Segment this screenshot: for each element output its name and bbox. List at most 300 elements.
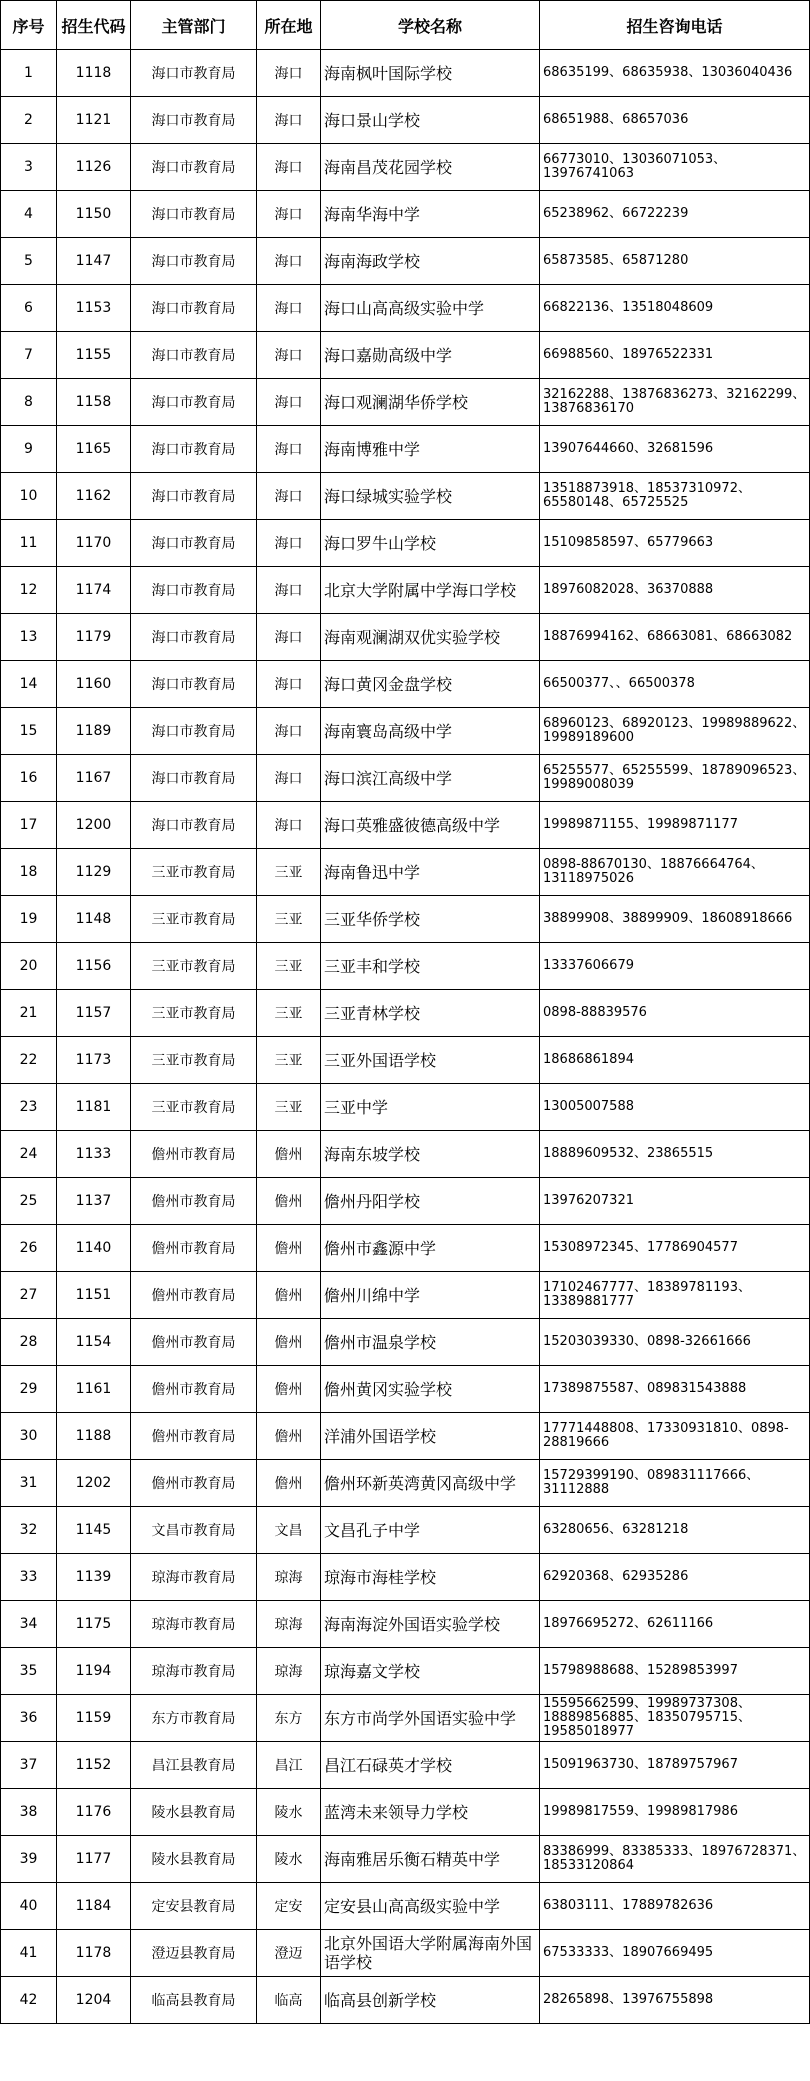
cell-school-name: 海口罗牛山学校 [321, 520, 540, 567]
cell-index: 23 [1, 1084, 57, 1131]
table-row [1, 1648, 810, 1695]
cell-code: 1148 [57, 896, 131, 943]
cell-school-name: 琼海市海桂学校 [321, 1554, 540, 1601]
cell-index: 9 [1, 426, 57, 473]
cell-index: 7 [1, 332, 57, 379]
cell-code: 1181 [57, 1084, 131, 1131]
cell-code: 1162 [57, 473, 131, 520]
cell-index: 26 [1, 1225, 57, 1272]
cell-phone: 68635199、68635938、13036040436 [540, 50, 810, 97]
table-row [1, 1601, 810, 1648]
cell-phone: 18876994162、68663081、68663082 [540, 614, 810, 661]
cell-school-name: 定安县山高高级实验中学 [321, 1883, 540, 1930]
cell-department: 三亚市教育局 [131, 849, 257, 896]
cell-department: 临高县教育局 [131, 1977, 257, 2024]
cell-phone: 68651988、68657036 [540, 97, 810, 144]
cell-code: 1118 [57, 50, 131, 97]
cell-school-name: 海口景山学校 [321, 97, 540, 144]
cell-code: 1194 [57, 1648, 131, 1695]
table-row [1, 1366, 810, 1413]
cell-location: 海口 [257, 614, 321, 661]
header-school-name: 学校名称 [321, 1, 540, 50]
cell-department: 定安县教育局 [131, 1883, 257, 1930]
cell-department: 昌江县教育局 [131, 1742, 257, 1789]
cell-code: 1176 [57, 1789, 131, 1836]
cell-department: 儋州市教育局 [131, 1460, 257, 1507]
cell-location: 三亚 [257, 943, 321, 990]
cell-location: 三亚 [257, 849, 321, 896]
table-row [1, 50, 810, 97]
cell-code: 1179 [57, 614, 131, 661]
table-row [1, 1507, 810, 1554]
table-row [1, 285, 810, 332]
cell-location: 海口 [257, 661, 321, 708]
cell-location: 文昌 [257, 1507, 321, 1554]
cell-school-name: 儋州环新英湾黄冈高级中学 [321, 1460, 540, 1507]
cell-phone: 19989817559、19989817986 [540, 1789, 810, 1836]
cell-location: 海口 [257, 50, 321, 97]
table-row [1, 849, 810, 896]
cell-index: 21 [1, 990, 57, 1037]
table-row [1, 1695, 810, 1742]
cell-location: 澄迈 [257, 1930, 321, 1977]
cell-index: 15 [1, 708, 57, 755]
cell-phone: 18889609532、23865515 [540, 1131, 810, 1178]
cell-code: 1151 [57, 1272, 131, 1319]
cell-code: 1126 [57, 144, 131, 191]
cell-department: 儋州市教育局 [131, 1131, 257, 1178]
cell-department: 儋州市教育局 [131, 1272, 257, 1319]
cell-department: 海口市教育局 [131, 755, 257, 802]
table-row [1, 1225, 810, 1272]
cell-department: 海口市教育局 [131, 285, 257, 332]
cell-code: 1121 [57, 97, 131, 144]
cell-school-name: 蓝湾未来领导力学校 [321, 1789, 540, 1836]
cell-school-name: 儋州市鑫源中学 [321, 1225, 540, 1272]
cell-code: 1147 [57, 238, 131, 285]
cell-code: 1129 [57, 849, 131, 896]
cell-index: 28 [1, 1319, 57, 1366]
cell-department: 陵水县教育局 [131, 1836, 257, 1883]
cell-school-name: 海南东坡学校 [321, 1131, 540, 1178]
table-row [1, 1037, 810, 1084]
cell-phone: 13907644660、32681596 [540, 426, 810, 473]
cell-school-name: 海口黄冈金盘学校 [321, 661, 540, 708]
cell-department: 海口市教育局 [131, 426, 257, 473]
cell-phone: 28265898、13976755898 [540, 1977, 810, 2024]
cell-code: 1137 [57, 1178, 131, 1225]
cell-phone: 15308972345、17786904577 [540, 1225, 810, 1272]
cell-department: 琼海市教育局 [131, 1554, 257, 1601]
cell-location: 海口 [257, 97, 321, 144]
cell-school-name: 东方市尚学外国语实验中学 [321, 1695, 540, 1742]
cell-department: 海口市教育局 [131, 661, 257, 708]
cell-index: 16 [1, 755, 57, 802]
cell-location: 儋州 [257, 1225, 321, 1272]
cell-phone: 32162288、13876836273、32162299、13876836170 [540, 379, 810, 426]
cell-phone: 0898-88670130、18876664764、13118975026 [540, 849, 810, 896]
table-row [1, 379, 810, 426]
cell-code: 1170 [57, 520, 131, 567]
cell-code: 1174 [57, 567, 131, 614]
cell-department: 三亚市教育局 [131, 943, 257, 990]
cell-location: 海口 [257, 191, 321, 238]
cell-department: 海口市教育局 [131, 97, 257, 144]
cell-location: 临高 [257, 1977, 321, 2024]
cell-index: 27 [1, 1272, 57, 1319]
cell-index: 36 [1, 1695, 57, 1742]
cell-location: 琼海 [257, 1601, 321, 1648]
cell-code: 1167 [57, 755, 131, 802]
table-row [1, 614, 810, 661]
table-row [1, 567, 810, 614]
cell-school-name: 儋州川绵中学 [321, 1272, 540, 1319]
header-row [1, 1, 810, 50]
cell-code: 1154 [57, 1319, 131, 1366]
cell-phone: 66822136、13518048609 [540, 285, 810, 332]
table-row [1, 1554, 810, 1601]
cell-location: 陵水 [257, 1789, 321, 1836]
cell-phone: 13337606679 [540, 943, 810, 990]
cell-index: 40 [1, 1883, 57, 1930]
table-row [1, 144, 810, 191]
cell-school-name: 儋州黄冈实验学校 [321, 1366, 540, 1413]
cell-phone: 17771448808、17330931810、0898-28819666 [540, 1413, 810, 1460]
cell-department: 海口市教育局 [131, 520, 257, 567]
cell-school-name: 昌江石碌英才学校 [321, 1742, 540, 1789]
cell-index: 29 [1, 1366, 57, 1413]
table-row [1, 238, 810, 285]
cell-location: 三亚 [257, 990, 321, 1037]
cell-code: 1161 [57, 1366, 131, 1413]
table-row [1, 1742, 810, 1789]
cell-index: 3 [1, 144, 57, 191]
cell-school-name: 海口滨江高级中学 [321, 755, 540, 802]
table-row [1, 1789, 810, 1836]
cell-school-name: 海南昌茂花园学校 [321, 144, 540, 191]
cell-code: 1159 [57, 1695, 131, 1742]
cell-department: 海口市教育局 [131, 379, 257, 426]
cell-location: 海口 [257, 802, 321, 849]
cell-phone: 63803111、17889782636 [540, 1883, 810, 1930]
cell-school-name: 洋浦外国语学校 [321, 1413, 540, 1460]
cell-location: 儋州 [257, 1178, 321, 1225]
cell-department: 儋州市教育局 [131, 1225, 257, 1272]
cell-department: 海口市教育局 [131, 473, 257, 520]
cell-phone: 15595662599、19989737308、18889856885、18350795715、19585018977 [540, 1695, 810, 1742]
cell-phone: 66500377、、66500378 [540, 661, 810, 708]
cell-department: 海口市教育局 [131, 708, 257, 755]
cell-school-name: 海南雅居乐衡石精英中学 [321, 1836, 540, 1883]
cell-code: 1177 [57, 1836, 131, 1883]
cell-location: 琼海 [257, 1648, 321, 1695]
cell-index: 6 [1, 285, 57, 332]
cell-school-name: 海南鲁迅中学 [321, 849, 540, 896]
cell-school-name: 儋州丹阳学校 [321, 1178, 540, 1225]
cell-department: 海口市教育局 [131, 332, 257, 379]
cell-index: 32 [1, 1507, 57, 1554]
cell-phone: 18976695272、62611166 [540, 1601, 810, 1648]
table-row [1, 191, 810, 238]
table-row [1, 332, 810, 379]
cell-school-name: 海南博雅中学 [321, 426, 540, 473]
cell-index: 5 [1, 238, 57, 285]
cell-index: 8 [1, 379, 57, 426]
cell-department: 儋州市教育局 [131, 1178, 257, 1225]
cell-location: 海口 [257, 332, 321, 379]
table-row [1, 1084, 810, 1131]
cell-location: 海口 [257, 144, 321, 191]
header-department: 主管部门 [131, 1, 257, 50]
table-row [1, 1883, 810, 1930]
cell-school-name: 北京外国语大学附属海南外国语学校 [321, 1930, 540, 1977]
table-row [1, 1930, 810, 1977]
cell-school-name: 海口观澜湖华侨学校 [321, 379, 540, 426]
cell-phone: 17102467777、18389781193、13389881777 [540, 1272, 810, 1319]
table-row [1, 1272, 810, 1319]
cell-index: 17 [1, 802, 57, 849]
cell-index: 33 [1, 1554, 57, 1601]
table-row [1, 1319, 810, 1366]
cell-code: 1200 [57, 802, 131, 849]
cell-phone: 15203039330、0898-32661666 [540, 1319, 810, 1366]
cell-phone: 13005007588 [540, 1084, 810, 1131]
cell-school-name: 海南寰岛高级中学 [321, 708, 540, 755]
cell-phone: 38899908、38899909、18608918666 [540, 896, 810, 943]
cell-location: 儋州 [257, 1366, 321, 1413]
cell-code: 1157 [57, 990, 131, 1037]
cell-phone: 62920368、62935286 [540, 1554, 810, 1601]
cell-department: 东方市教育局 [131, 1695, 257, 1742]
table-row [1, 1977, 810, 2024]
cell-code: 1158 [57, 379, 131, 426]
table-row [1, 426, 810, 473]
cell-school-name: 海南观澜湖双优实验学校 [321, 614, 540, 661]
cell-code: 1189 [57, 708, 131, 755]
cell-phone: 66988560、18976522331 [540, 332, 810, 379]
cell-location: 海口 [257, 567, 321, 614]
cell-school-name: 海南华海中学 [321, 191, 540, 238]
cell-department: 海口市教育局 [131, 567, 257, 614]
cell-location: 三亚 [257, 1037, 321, 1084]
cell-school-name: 三亚华侨学校 [321, 896, 540, 943]
cell-phone: 63280656、63281218 [540, 1507, 810, 1554]
table-row [1, 1836, 810, 1883]
table-row [1, 473, 810, 520]
cell-department: 儋州市教育局 [131, 1366, 257, 1413]
table-row [1, 1413, 810, 1460]
cell-department: 儋州市教育局 [131, 1413, 257, 1460]
table-row [1, 661, 810, 708]
cell-code: 1188 [57, 1413, 131, 1460]
cell-phone: 15729399190、089831117666、31112888 [540, 1460, 810, 1507]
cell-location: 儋州 [257, 1413, 321, 1460]
cell-school-name: 儋州市温泉学校 [321, 1319, 540, 1366]
cell-location: 儋州 [257, 1272, 321, 1319]
cell-school-name: 北京大学附属中学海口学校 [321, 567, 540, 614]
cell-code: 1152 [57, 1742, 131, 1789]
cell-school-name: 海南海政学校 [321, 238, 540, 285]
cell-school-name: 三亚中学 [321, 1084, 540, 1131]
cell-department: 琼海市教育局 [131, 1648, 257, 1695]
cell-index: 22 [1, 1037, 57, 1084]
cell-department: 三亚市教育局 [131, 990, 257, 1037]
cell-department: 儋州市教育局 [131, 1319, 257, 1366]
cell-location: 海口 [257, 755, 321, 802]
cell-location: 儋州 [257, 1460, 321, 1507]
cell-index: 2 [1, 97, 57, 144]
cell-code: 1160 [57, 661, 131, 708]
table-row [1, 990, 810, 1037]
cell-index: 34 [1, 1601, 57, 1648]
cell-school-name: 海南枫叶国际学校 [321, 50, 540, 97]
cell-location: 陵水 [257, 1836, 321, 1883]
cell-school-name: 文昌孔子中学 [321, 1507, 540, 1554]
cell-phone: 13518873918、18537310972、65580148、65725525 [540, 473, 810, 520]
table-row [1, 97, 810, 144]
cell-code: 1155 [57, 332, 131, 379]
cell-department: 琼海市教育局 [131, 1601, 257, 1648]
cell-index: 25 [1, 1178, 57, 1225]
cell-index: 12 [1, 567, 57, 614]
cell-phone: 18686861894 [540, 1037, 810, 1084]
cell-location: 海口 [257, 426, 321, 473]
cell-code: 1173 [57, 1037, 131, 1084]
cell-location: 东方 [257, 1695, 321, 1742]
cell-school-name: 海口嘉勋高级中学 [321, 332, 540, 379]
cell-code: 1140 [57, 1225, 131, 1272]
cell-department: 三亚市教育局 [131, 1037, 257, 1084]
cell-phone: 18976082028、36370888 [540, 567, 810, 614]
cell-location: 海口 [257, 379, 321, 426]
cell-department: 海口市教育局 [131, 238, 257, 285]
cell-department: 澄迈县教育局 [131, 1930, 257, 1977]
cell-index: 20 [1, 943, 57, 990]
cell-school-name: 三亚外国语学校 [321, 1037, 540, 1084]
cell-location: 琼海 [257, 1554, 321, 1601]
cell-department: 海口市教育局 [131, 614, 257, 661]
cell-index: 18 [1, 849, 57, 896]
table-row [1, 520, 810, 567]
cell-code: 1202 [57, 1460, 131, 1507]
cell-school-name: 海口英雅盛彼德高级中学 [321, 802, 540, 849]
cell-phone: 0898-88839576 [540, 990, 810, 1037]
cell-location: 儋州 [257, 1131, 321, 1178]
cell-index: 10 [1, 473, 57, 520]
table-row [1, 1131, 810, 1178]
cell-phone: 13976207321 [540, 1178, 810, 1225]
cell-code: 1156 [57, 943, 131, 990]
table-row [1, 755, 810, 802]
cell-school-name: 琼海嘉文学校 [321, 1648, 540, 1695]
cell-index: 4 [1, 191, 57, 238]
cell-school-name: 海口山高高级实验中学 [321, 285, 540, 332]
cell-phone: 17389875587、089831543888 [540, 1366, 810, 1413]
cell-code: 1165 [57, 426, 131, 473]
cell-school-name: 临高县创新学校 [321, 1977, 540, 2024]
cell-location: 海口 [257, 708, 321, 755]
cell-phone: 65255577、65255599、18789096523、19989008039 [540, 755, 810, 802]
cell-location: 儋州 [257, 1319, 321, 1366]
cell-code: 1153 [57, 285, 131, 332]
header-phone: 招生咨询电话 [540, 1, 810, 50]
cell-code: 1204 [57, 1977, 131, 2024]
cell-department: 三亚市教育局 [131, 896, 257, 943]
cell-location: 海口 [257, 285, 321, 332]
cell-department: 文昌市教育局 [131, 1507, 257, 1554]
cell-school-name: 三亚青林学校 [321, 990, 540, 1037]
cell-code: 1133 [57, 1131, 131, 1178]
cell-phone: 65873585、65871280 [540, 238, 810, 285]
cell-code: 1178 [57, 1930, 131, 1977]
cell-location: 海口 [257, 238, 321, 285]
cell-index: 1 [1, 50, 57, 97]
cell-phone: 15798988688、15289853997 [540, 1648, 810, 1695]
cell-department: 海口市教育局 [131, 191, 257, 238]
cell-index: 11 [1, 520, 57, 567]
cell-index: 14 [1, 661, 57, 708]
header-code: 招生代码 [57, 1, 131, 50]
cell-phone: 66773010、13036071053、13976741063 [540, 144, 810, 191]
cell-school-name: 海南海淀外国语实验学校 [321, 1601, 540, 1648]
cell-index: 37 [1, 1742, 57, 1789]
cell-phone: 65238962、66722239 [540, 191, 810, 238]
cell-phone: 83386999、83385333、18976728371、18533120864 [540, 1836, 810, 1883]
table-row [1, 1178, 810, 1225]
cell-location: 海口 [257, 473, 321, 520]
cell-location: 海口 [257, 520, 321, 567]
cell-location: 定安 [257, 1883, 321, 1930]
cell-index: 13 [1, 614, 57, 661]
header-location: 所在地 [257, 1, 321, 50]
table-row [1, 1460, 810, 1507]
cell-location: 昌江 [257, 1742, 321, 1789]
cell-department: 陵水县教育局 [131, 1789, 257, 1836]
table-row [1, 802, 810, 849]
table-body [1, 50, 810, 2024]
header-index: 序号 [1, 1, 57, 50]
cell-school-name: 三亚丰和学校 [321, 943, 540, 990]
cell-code: 1139 [57, 1554, 131, 1601]
cell-index: 42 [1, 1977, 57, 2024]
cell-department: 海口市教育局 [131, 144, 257, 191]
cell-location: 三亚 [257, 1084, 321, 1131]
cell-index: 31 [1, 1460, 57, 1507]
cell-index: 19 [1, 896, 57, 943]
cell-school-name: 海口绿城实验学校 [321, 473, 540, 520]
cell-phone: 15109858597、65779663 [540, 520, 810, 567]
cell-phone: 19989871155、19989871177 [540, 802, 810, 849]
table-row [1, 943, 810, 990]
table-row [1, 708, 810, 755]
cell-index: 41 [1, 1930, 57, 1977]
cell-code: 1175 [57, 1601, 131, 1648]
cell-code: 1184 [57, 1883, 131, 1930]
table-row [1, 896, 810, 943]
cell-department: 三亚市教育局 [131, 1084, 257, 1131]
cell-phone: 15091963730、18789757967 [540, 1742, 810, 1789]
cell-department: 海口市教育局 [131, 802, 257, 849]
cell-code: 1150 [57, 191, 131, 238]
cell-code: 1145 [57, 1507, 131, 1554]
cell-index: 30 [1, 1413, 57, 1460]
cell-department: 海口市教育局 [131, 50, 257, 97]
cell-index: 35 [1, 1648, 57, 1695]
cell-location: 三亚 [257, 896, 321, 943]
cell-index: 39 [1, 1836, 57, 1883]
cell-phone: 68960123、68920123、19989889622、19989189600 [540, 708, 810, 755]
cell-index: 38 [1, 1789, 57, 1836]
